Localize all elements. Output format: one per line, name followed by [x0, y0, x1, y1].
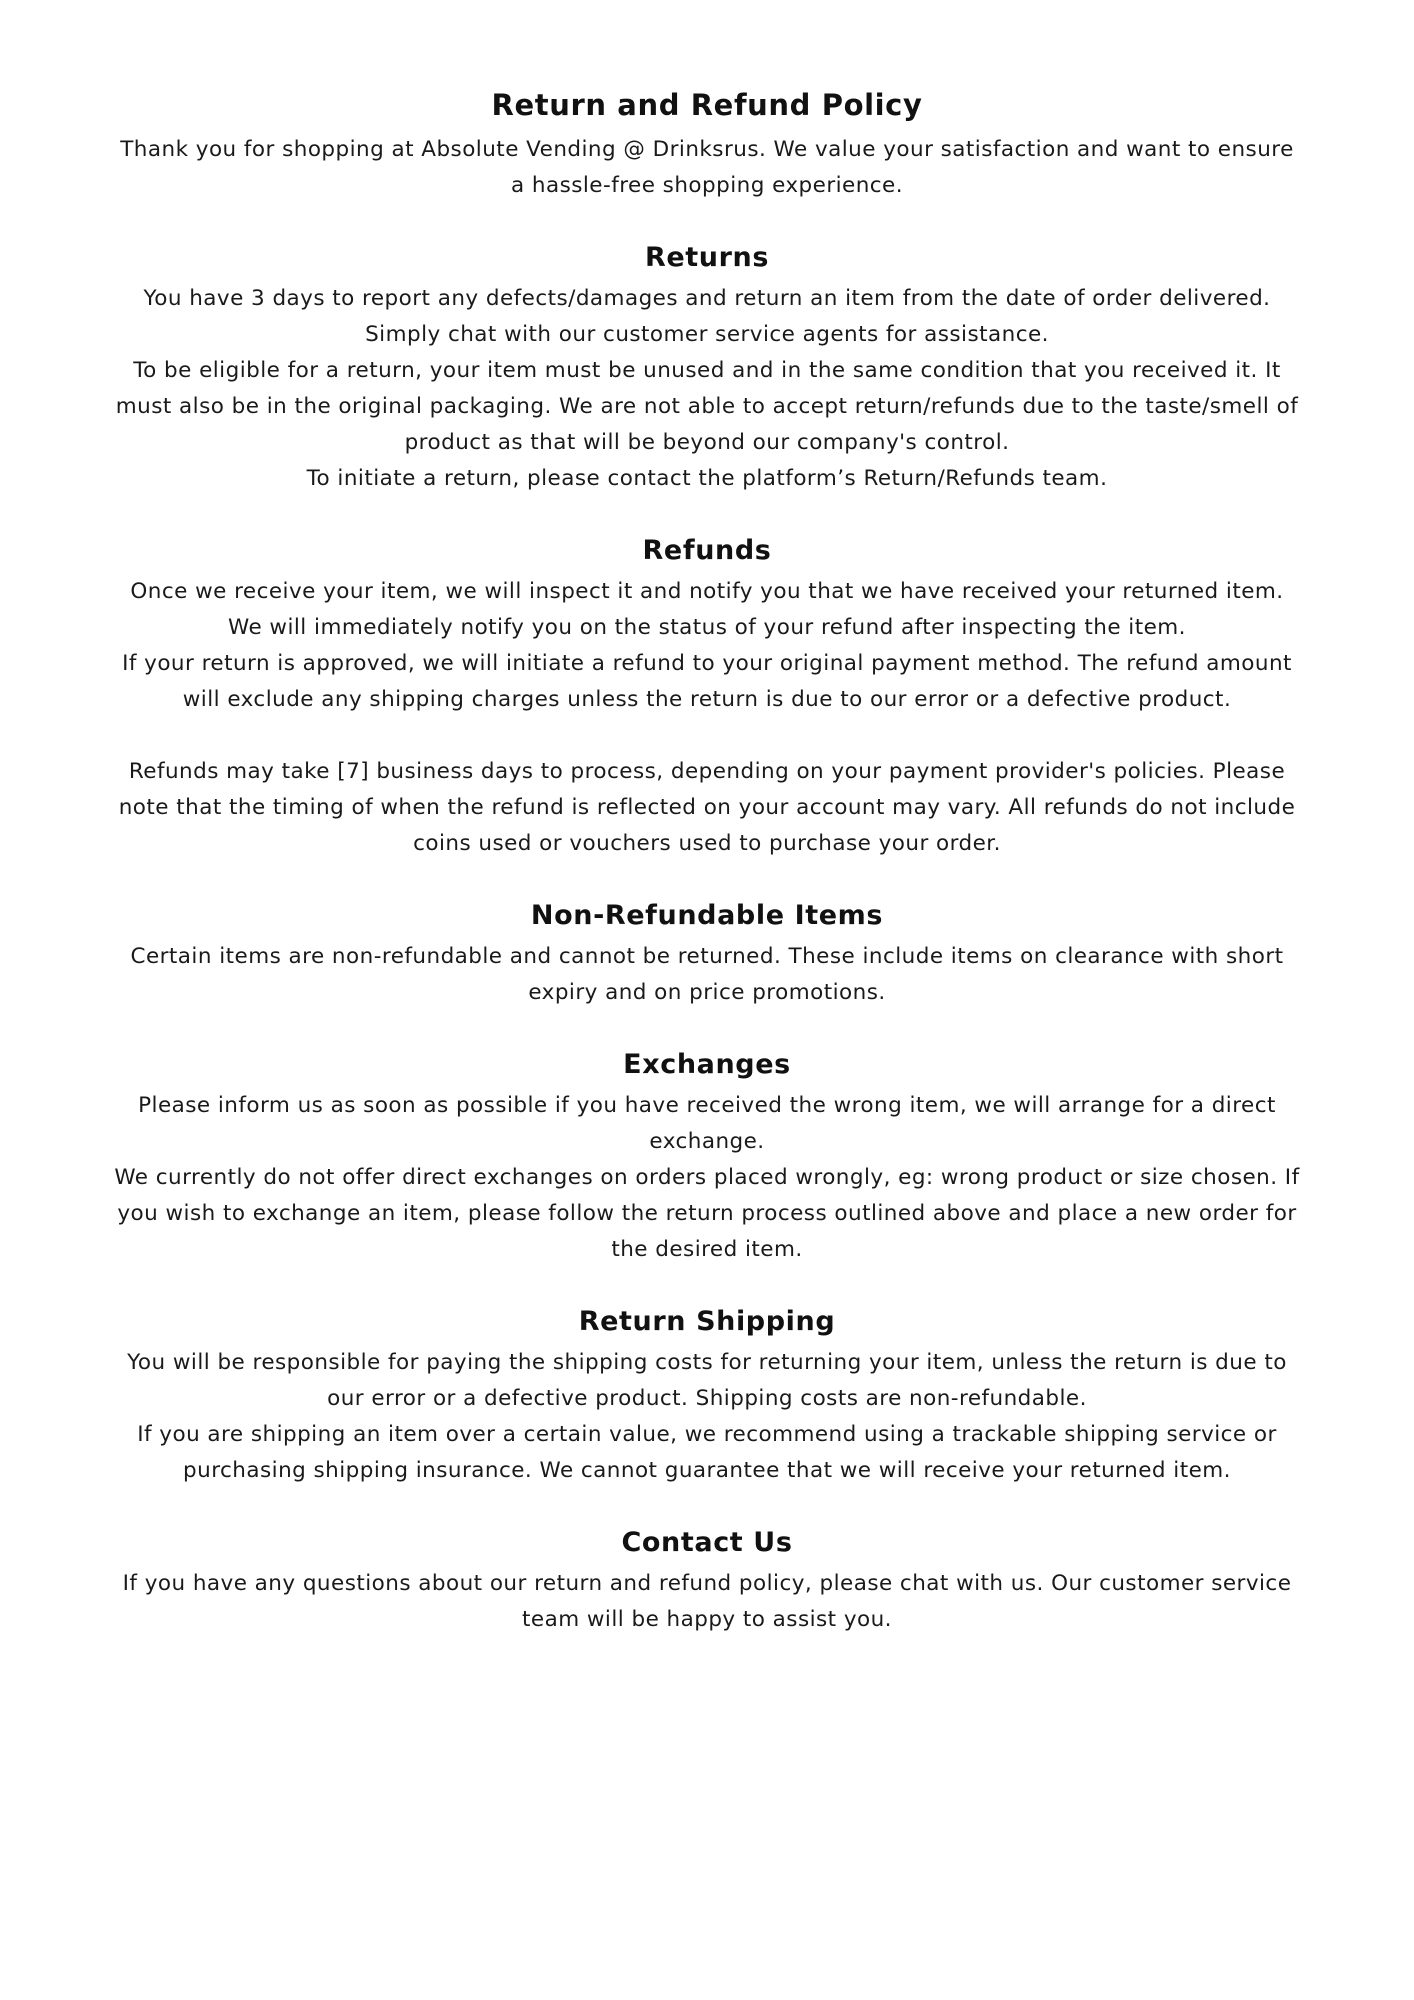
paragraph: If you have any questions about our return and refund policy, please chat with us. Our customer service team will be happy to assist you.: [122, 1571, 1292, 1632]
paragraph: If your return is approved, we will initiate a refund to your original payment method. The refund amount will exclude any shipping charges unless the return is due to our error or a defective product.: [122, 651, 1292, 712]
section-heading-contact-us: Contact Us: [621, 1527, 793, 1558]
paragraph: Refunds may take [7] business days to process, depending on your payment provider's policies. Please note that the timing of when the refund is reflected on your account may vary. All refunds do not include coins used or vouchers used to purchase your order.: [118, 759, 1296, 856]
intro-paragraph: Thank you for shopping at Absolute Vending @ Drinksrus. We value your satisfaction and want to ensure a hassle-free shopping experience.: [120, 137, 1294, 198]
spacer: [110, 1011, 1304, 1049]
spacer: [110, 1489, 1304, 1527]
page-title: Return and Refund Policy: [491, 88, 923, 122]
spacer: [110, 497, 1304, 535]
section-non-refundable-items: [110, 900, 1304, 1011]
section-heading-non-refundable-items: Non-Refundable Items: [530, 900, 884, 931]
section-refunds: [110, 535, 1304, 862]
paragraph: To initiate a return, please contact the platform’s Return/Refunds team.: [306, 466, 1108, 491]
paragraph: To be eligible for a return, your item must be unused and in the same condition that you received it. It must also be in the original packaging. We are not able to accept return/refunds due to the taste/smell of product as that will be beyond our company's control.: [115, 358, 1299, 455]
paragraph: You will be responsible for paying the shipping costs for returning your item, unless the return is due to our error or a defective product. Shipping costs are non-refundable.: [127, 1350, 1287, 1411]
section-heading-returns: Returns: [644, 242, 770, 273]
spacer: [110, 1268, 1304, 1306]
section-heading-return-shipping: Return Shipping: [578, 1306, 836, 1337]
section-contact-us: [110, 1527, 1304, 1638]
paragraph: Please inform us as soon as possible if you have received the wrong item, we will arrange for a direct exchange.: [138, 1093, 1276, 1154]
section-heading-exchanges: Exchanges: [623, 1049, 791, 1080]
section-heading-refunds: Refunds: [642, 535, 772, 566]
paragraph: Certain items are non-refundable and cannot be returned. These include items on clearance with short expiry and on price promotions.: [130, 944, 1284, 1005]
spacer: [110, 204, 1304, 242]
section-returns: [110, 242, 1304, 497]
paragraph: We currently do not offer direct exchanges on orders placed wrongly, eg: wrong product or size chosen. If you wish to exchange an item, please follow the return process outlined above and place a new order for the desired item.: [114, 1165, 1300, 1262]
paragraph: Once we receive your item, we will inspect it and notify you that we have received your returned item. We will immediately notify you on the status of your refund after inspecting the item.: [130, 579, 1284, 640]
spacer: [110, 862, 1304, 900]
blank-line: [110, 718, 1304, 754]
paragraph: If you are shipping an item over a certain value, we recommend using a trackable shipping service or purchasing shipping insurance. We cannot guarantee that we will receive your returned item.: [137, 1422, 1277, 1483]
paragraph: You have 3 days to report any defects/damages and return an item from the date of order delivered. Simply chat with our customer service agents for assistance.: [143, 286, 1271, 347]
section-return-shipping: [110, 1306, 1304, 1489]
section-exchanges: [110, 1049, 1304, 1268]
